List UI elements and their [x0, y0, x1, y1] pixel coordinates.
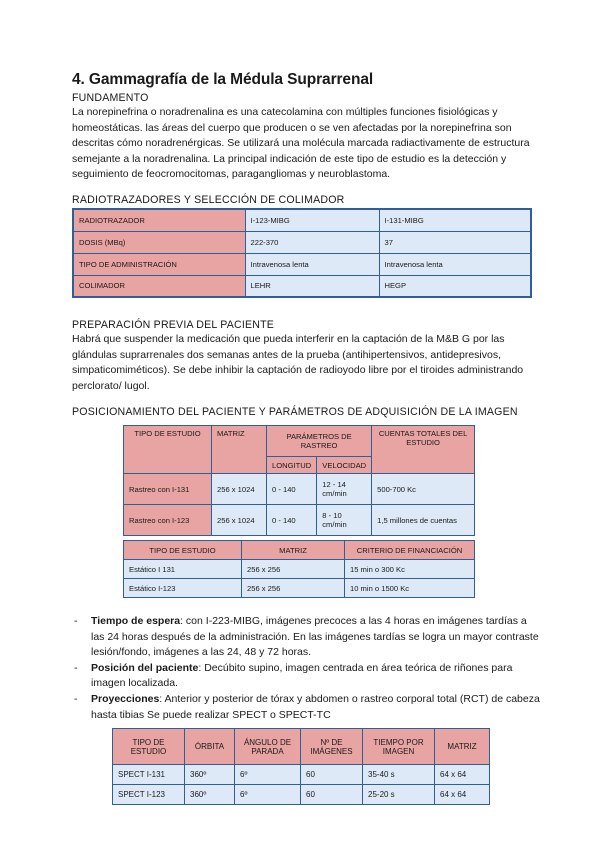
table-cell: Intravenosa lenta — [379, 253, 531, 275]
table-cell: 10 min o 1500 Kc — [345, 579, 475, 598]
table-cell: SPECT I-123 — [113, 785, 185, 805]
estatico-parameters-table — [123, 540, 475, 598]
spect-parameters-table — [112, 728, 490, 805]
table-cell: Rastreo con I-131 — [124, 474, 212, 505]
table-header-cell: CUENTAS TOTALES DEL ESTUDIO — [372, 426, 475, 474]
table-row — [124, 579, 475, 598]
bullet-dash: - — [74, 615, 78, 627]
table-cell: 0 - 140 — [267, 474, 317, 505]
table-row — [113, 785, 490, 805]
table-cell: LEHR — [245, 275, 379, 297]
table-cell: Estático I 131 — [124, 560, 242, 579]
table-cell: 60 — [301, 765, 363, 785]
table-header-row — [113, 729, 490, 765]
table-header-cell: TIPO DE ESTUDIO — [124, 426, 212, 474]
table-cell: 256 x 1024 — [212, 505, 267, 536]
table-cell: 0 - 140 — [267, 505, 317, 536]
bullet-dash: - — [74, 692, 78, 705]
table-cell: 12 - 14 cm/min — [317, 474, 372, 505]
table-row — [124, 505, 475, 536]
section-heading-fundamento: FUNDAMENTO — [72, 92, 149, 104]
bullet-text: : Decúbito supino, imagen centrada en área teórica de riñones para imagen localizada. — [91, 661, 513, 690]
table-cell: HEGP — [379, 275, 531, 297]
table-row — [73, 231, 531, 253]
section-heading-posicionamiento: POSICIONAMIENTO DEL PACIENTE Y PARÁMETROS DE ADQUISICIÓN DE LA IMAGEN — [72, 406, 518, 418]
table-cell: 6º — [235, 765, 301, 785]
table-cell: 360º — [185, 765, 235, 785]
table-cell: TIPO DE ADMINISTRACIÓN — [73, 253, 245, 275]
table-header-cell: CRITERIO DE FINANCIACIÓN — [345, 541, 475, 560]
table-cell: 64 x 64 — [435, 765, 490, 785]
table-cell: RADIOTRAZADOR — [73, 209, 245, 231]
section-heading-radiotrazadores: RADIOTRAZADORES Y SELECCIÓN DE COLIMADOR — [72, 194, 345, 206]
table-row — [73, 253, 531, 275]
table-cell: SPECT I-131 — [113, 765, 185, 785]
table-cell: 256 x 1024 — [212, 474, 267, 505]
bullet-label: Proyecciones — [91, 692, 160, 705]
table-cell: 500-700 Kc — [372, 474, 475, 505]
list-item — [72, 692, 542, 723]
paragraph-preparacion: Habrá que suspender la medicación que pueda interferir en la captación de la M&B G por las glándulas suprarrenales dos semanas antes de la prueba (antihipertensivos, antidepresivos, simpaticomiméticos). Se debe inhibir la captación de radioyodo libre por el tiroides administrando perclorato/ lugol. — [72, 333, 524, 392]
list-item — [72, 614, 542, 661]
bullet-label: Tiempo de espera — [91, 615, 181, 627]
table-header-cell: LONGITUD — [267, 457, 317, 474]
table-header-cell: TIEMPO POR IMAGEN — [363, 729, 435, 765]
list-item — [72, 661, 542, 692]
bullet-list — [72, 614, 542, 723]
table-cell: I-123-MIBG — [245, 209, 379, 231]
table-header-cell: TIPO DE ESTUDIO — [113, 729, 185, 765]
table-cell: 256 x 256 — [242, 560, 345, 579]
table-cell: Estático I-123 — [124, 579, 242, 598]
bullet-label: Posición del paciente — [91, 661, 199, 674]
table-header-cell: MATRIZ — [242, 541, 345, 560]
rastreo-parameters-table — [123, 425, 475, 536]
table-header-cell: MATRIZ — [212, 426, 267, 474]
table-row — [73, 209, 531, 231]
bullet-dash: - — [74, 661, 78, 674]
table-cell: 15 min o 300 Kc — [345, 560, 475, 579]
table-cell: 60 — [301, 785, 363, 805]
table-header-cell: ÁNGULO DE PARADA — [235, 729, 301, 765]
table-header-cell: VELOCIDAD — [317, 457, 372, 474]
bullet-text: : con I-223-MIBG, imágenes precoces a las 4 horas en imágenes tardías a las 24 horas después de la administración. En las imágenes tardías se logra un mayor contraste lesión/fondo, imágenes a las 24, 48 y 72 horas. — [91, 615, 539, 659]
table-cell: 8 - 10 cm/min — [317, 505, 372, 536]
table-header-row — [124, 541, 475, 560]
table-cell: DOSIS (MBq) — [73, 231, 245, 253]
table-cell: 360º — [185, 785, 235, 805]
page-title: 4. Gammagrafía de la Médula Suprarrenal — [72, 71, 374, 88]
table-row — [73, 275, 531, 297]
table-row — [113, 765, 490, 785]
table-cell: Rastreo con I-123 — [124, 505, 212, 536]
table-cell: 25-20 s — [363, 785, 435, 805]
table-cell: 256 x 256 — [242, 579, 345, 598]
table-cell: 222-370 — [245, 231, 379, 253]
bullet-text: : Anterior y posterior de tórax y abdomen o rastreo corporal total (RCT) de cabeza hasta tibias Se puede realizar SPECT o SPECT-TC — [91, 692, 540, 721]
table-cell: 37 — [379, 231, 531, 253]
table-cell: Intravenosa lenta — [245, 253, 379, 275]
table-row — [124, 474, 475, 505]
table-cell: 1,5 millones de cuentas — [372, 505, 475, 536]
table-cell: 64 x 64 — [435, 785, 490, 805]
table-header-cell: MATRIZ — [435, 729, 490, 765]
radiotrazadores-table — [72, 208, 532, 298]
paragraph-fundamento: La norepinefrina o noradrenalina es una catecolamina con múltiples funciones fisiológicas y homeostáticas. las áreas del cuerpo que producen o se ven afectadas por la norepinefrina son descritas cómo noradrenérgicas. Se utilizará una molécula marcada radiactivamente de estructura semejante a la noradrenalina. La principal indicación de este tipo de estudio es la detección y seguimiento de feocromocitomas, paragangliomas y neuroblastoma. — [72, 106, 530, 181]
section-heading-preparacion: PREPARACIÓN PREVIA DEL PACIENTE — [72, 319, 275, 331]
table-row — [124, 560, 475, 579]
table-header-cell: TIPO DE ESTUDIO — [124, 541, 242, 560]
table-header-cell: PARÁMETROS DE RASTREO — [267, 426, 372, 457]
table-cell: 6º — [235, 785, 301, 805]
table-header-cell: ÓRBITA — [185, 729, 235, 765]
table-cell: 35-40 s — [363, 765, 435, 785]
table-header-cell: Nº DE IMÁGENES — [301, 729, 363, 765]
table-cell: I-131-MIBG — [379, 209, 531, 231]
table-cell: COLIMADOR — [73, 275, 245, 297]
table-header-row — [124, 426, 475, 457]
